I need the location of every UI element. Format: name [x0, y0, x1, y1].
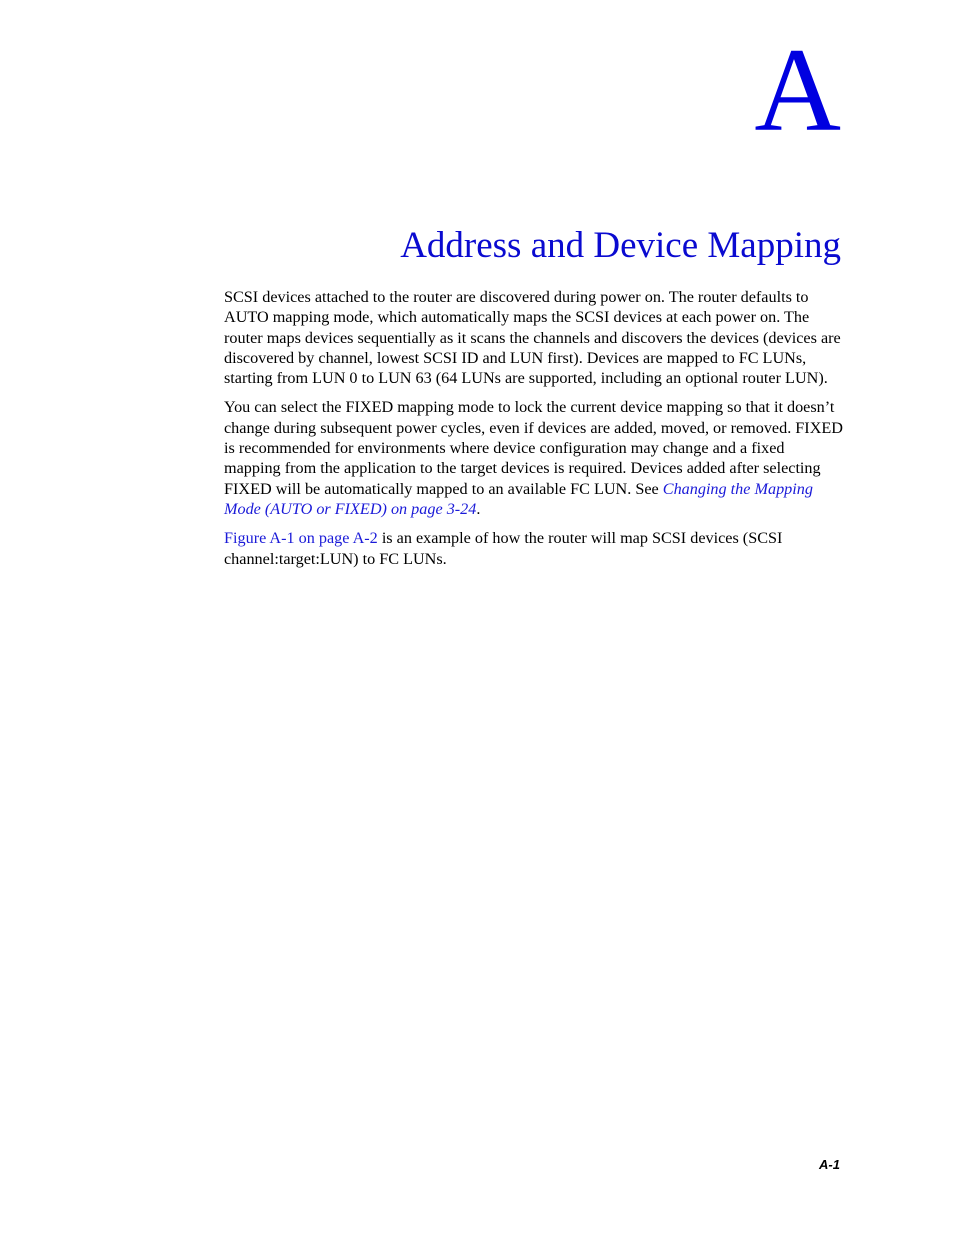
paragraph-fixed-mapping [224, 397, 844, 519]
mapping-mode-link[interactable]: Changing the Mapping Mode (AUTO or FIXED) on page 3-24 [224, 479, 813, 518]
paragraph-fixed-mapping-text: You can select the FIXED mapping mode to lock the current device mapping so that it doesn’t change during subsequent power cycles, even if devices are added, moved, or removed. FIXED is recommended for environments where device configuration may change and a fixed mapping from the application to the target devices is required. Devices added after selecting FIXED will be automatically mapped to an available FC LUN. See [224, 398, 843, 498]
page-number: A-1 [819, 1157, 840, 1172]
chapter-letter: A [754, 23, 841, 156]
figure-a1-link[interactable]: Figure A-1 on page A-2 [224, 529, 378, 548]
chapter-title: Address and Device Mapping [400, 225, 841, 266]
paragraph-fixed-mapping-end: . [476, 499, 481, 518]
paragraph-figure-reference-text: is an example of how the router will map SCSI devices (SCSI channel:target:LUN) to FC LUNs. [224, 529, 783, 568]
paragraph-auto-mapping: SCSI devices attached to the router are discovered during power on. The router defaults to AUTO mapping mode, which automatically maps the SCSI devices at each power on. The router maps devices sequentially as it scans the channels and discovers the devices (devices are discovered by channel, lowest SCSI ID and LUN first). Devices are mapped to FC LUNs, starting from LUN 0 to LUN 63 (64 LUNs are supported, including an optional router LUN). [224, 288, 841, 388]
main-content [224, 287, 844, 578]
paragraph-figure-reference [224, 528, 844, 569]
